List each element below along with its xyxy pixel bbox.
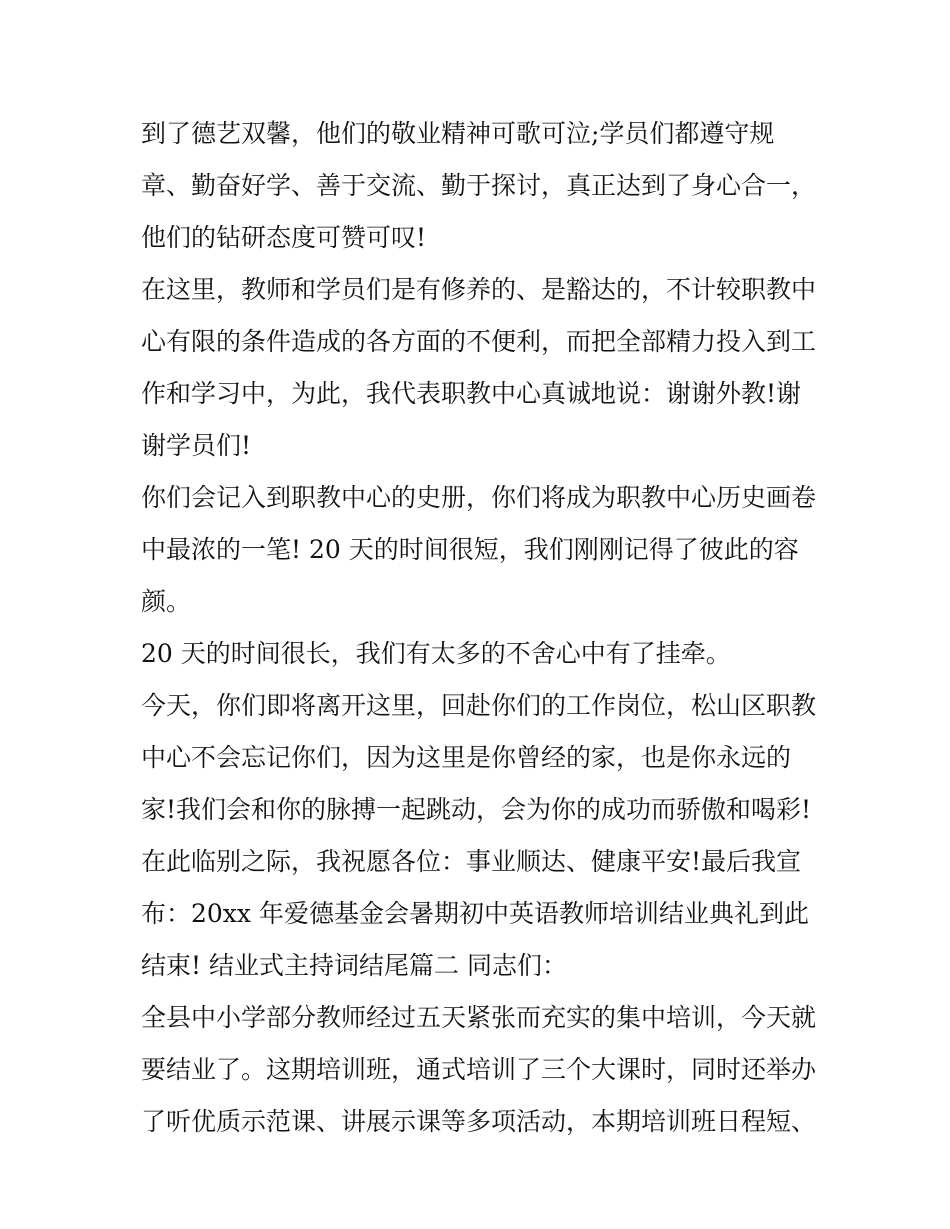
text-line: 中心不会忘记你们，因为这里是你曾经的家，也是你永远的: [141, 743, 792, 772]
text-line: 中最浓的一笔! 20 天的时间很短，我们刚刚记得了彼此的容: [141, 535, 799, 564]
text-line: 章、勤奋好学、善于交流、勤于探讨，真正达到了身心合一，: [141, 171, 817, 200]
text-line: 谢学员们!: [141, 431, 252, 460]
text-line: 到了德艺双馨，他们的敬业精神可歌可泣;学员们都遵守规: [141, 119, 775, 148]
text-line: 20 天的时间很长，我们有太多的不舍心中有了挂牵。: [141, 639, 731, 668]
text-line: 心有限的条件造成的各方面的不便利，而把全部精力投入到工: [141, 327, 817, 356]
document-body: [141, 108, 821, 1148]
text-line: 布：20xx 年爱德基金会暑期初中英语教师培训结业典礼到此: [141, 899, 809, 928]
text-line: 颜。: [141, 587, 192, 616]
text-line: 今天，你们即将离开这里，回赴你们的工作岗位，松山区职教: [141, 691, 817, 720]
text-line: 你们会记入到职教中心的史册，你们将成为职教中心历史画卷: [141, 483, 817, 512]
text-line: 作和学习中，为此，我代表职教中心真诚地说：谢谢外教!谢: [141, 379, 802, 408]
text-line: 他们的钻研态度可赞可叹!: [141, 223, 427, 252]
text-line: 要结业了。这期培训班，通式培训了三个大课时，同时还举办: [141, 1055, 817, 1084]
text-line: 全县中小学部分教师经过五天紧张而充实的集中培训，今天就: [141, 1003, 817, 1032]
text-line: 了听优质示范课、讲展示课等多项活动，本期培训班日程短、: [141, 1107, 817, 1136]
text-line: 在此临别之际，我祝愿各位：事业顺达、健康平安!最后我宣: [141, 847, 802, 876]
text-line: 结束! 结业式主持词结尾篇二 同志们：: [141, 951, 567, 980]
text-line: 家!我们会和你的脉搏一起跳动，会为你的成功而骄傲和喝彩!: [141, 795, 812, 824]
text-line: 在这里，教师和学员们是有修养的、是豁达的，不计较职教中: [141, 275, 817, 304]
